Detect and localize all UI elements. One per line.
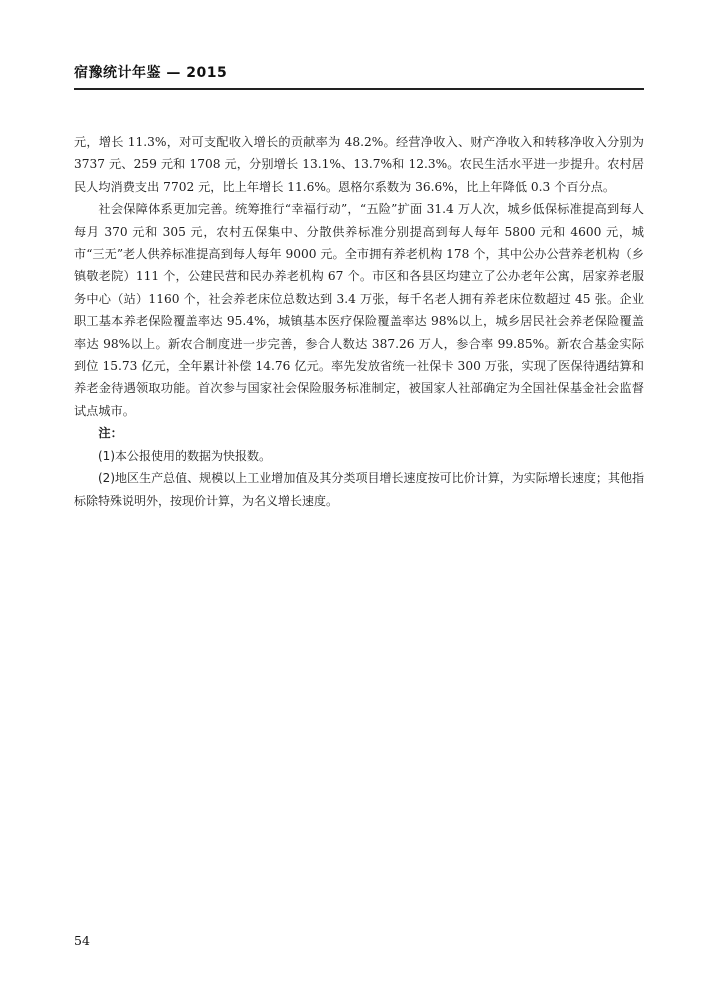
paragraph-social-security: 社会保障体系更加完善。统筹推行“幸福行动”，“五险”扩面 31.4 万人次，城乡低保标准提高到每人每月 370 元和 305 元，农村五保集中、分散供养标准分别提高到每人每年 5800 元和 4600 元，城市“三无”老人供养标准提高到每人每年 9000 元。全市拥有养老机构 178 个，其中公办公营养老机构（乡镇敬老院）111 个，公建民营和民办养老机构 67 个。市区和各县区均建立了公办老年公寓，居家养老服务中心（站）1160 个，社会养老床位总数达到 3.4 万张，每千名老人拥有养老床位数超过 45 张。企业职工基本养老保险覆盖率达 95.4%，城镇基本医疗保险覆盖率达 98%以上，城乡居民社会养老保险覆盖率达 98%以上。新农合制度进一步完善，参合人数达 387.26 万人，参合率 99.85%。新农合基金实际到位 15.73 亿元，全年累计补偿 14.76 亿元。率先发放省统一社保卡 300 万张，实现了医保待遇结算和养老金待遇领取功能。首次参与国家社会保险服务标准制定，被国家人社部确定为全国社保基金社会监督试点城市。 [74,202,644,418]
document-body [74,131,644,512]
running-header: 宿豫统计年鉴 — 2015 [74,65,228,81]
paragraph-rural-income: 元，增长 11.3%，对可支配收入增长的贡献率为 48.2%。经营净收入、财产净收入和转移净收入分别为 3737 元、259 元和 1708 元，分别增长 13.1%、13.7%和 12.3%。农民生活水平进一步提升。农村居民人均消费支出 7702 元，比上年增长 11.6%。恩格尔系数为 36.6%，比上年降低 0.3 个百分点。 [74,135,644,194]
note-item: (2)地区生产总值、规模以上工业增加值及其分类项目增长速度按可比价计算，为实际增长速度；其他指标除特殊说明外，按现价计算，为名义增长速度。 [74,471,644,508]
notes-title: 注： [98,426,123,441]
page-number: 54 [74,933,90,948]
note-item: (1)本公报使用的数据为快报数。 [98,448,271,463]
header-rule [74,88,644,90]
